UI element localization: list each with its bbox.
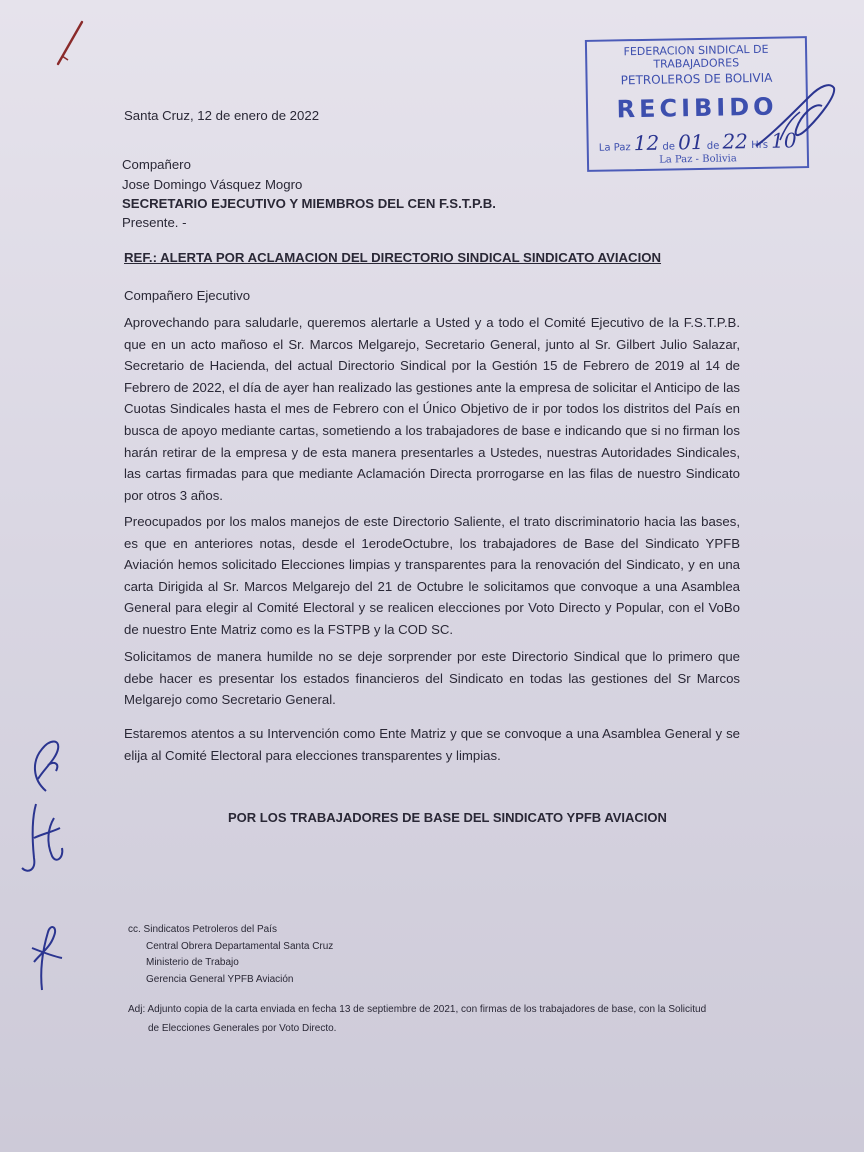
stamp-received-label: RECIBIDO xyxy=(616,92,778,124)
stamp-hrs-label: Hrs xyxy=(751,139,769,152)
paragraph-1: Aprovechando para saludarle, queremos alertarle a Usted y a todo el Comité Ejecutivo de la F.S.T.P.B. que en un acto mañoso el Sr. Marcos Melgarejo, Secretario General, junto al Sr. Gilbert Julio Salazar, Secretario de Hacienda, del actual Directorio Sindical por la Gestión 15 de Febrero de 2019 al 14 de Febrero de 2022, el día de ayer han realizado las gestiones ante la empresa de solicitar el Anticipo de las Cuotas Sindicales hasta el mes de Febrero con el Único Objetivo de ir por todos los distritos del País en busca de apoyo mediante cartas, sometiendo a los trabajadores de base e indicando que si no firman los harán retirar de la empresa y de esta manera presentarles a Ustedes, nuestras Autoridades Sindicales, las cartas firmadas para que mediante Aclamación Directa prorrogarse en las filas de nuestro Sindicato por otros 3 años. xyxy=(124,315,740,503)
cc-block xyxy=(128,922,333,988)
cc-item: Gerencia General YPFB Aviación xyxy=(146,973,294,985)
stamp-date-prefix: La Paz xyxy=(598,142,631,154)
stamp-city: La Paz - Bolivia xyxy=(659,153,737,166)
cc-item: Ministerio de Trabajo xyxy=(146,957,239,969)
margin-signature-3 xyxy=(22,918,66,994)
paragraph-4: Estaremos atentos a su Intervención como Ente Matriz y que se convoque a una Asamblea General y se elija al Comité Electoral para elecciones transparentes y limpias. xyxy=(124,726,740,763)
recipient-name: Jose Domingo Vásquez Mogro xyxy=(122,177,303,192)
cc-label: cc. Sindicatos Petroleros del País xyxy=(128,924,277,935)
greeting: Compañero Ejecutivo xyxy=(124,288,251,303)
stamp-de-2: de xyxy=(706,140,720,152)
margin-signature-2 xyxy=(14,798,70,878)
paragraph-3: Solicitamos de manera humilde no se deje sorprender por este Directorio Sindical que lo primero que debe hacer es presentar los estados financieros del Sindicato en todas las gestiones del Sr Marcos Melgarejo como Secretario General. xyxy=(124,649,740,708)
recipient-salutation: Compañero xyxy=(122,157,191,172)
cc-item: Central Obrera Departamental Santa Cruz xyxy=(146,940,334,952)
stamp-day: 12 xyxy=(633,130,660,156)
recipient-presente: Presente. - xyxy=(122,215,187,230)
recipient-title: SECRETARIO EJECUTIVO Y MIEMBROS DEL CEN F.S.T.P.B. xyxy=(122,196,496,211)
margin-signature-1 xyxy=(26,735,66,795)
stamp-year: 22 xyxy=(722,129,749,154)
attachment-line-2: de Elecciones Generales por Voto Directo. xyxy=(148,1023,337,1034)
stamp-de-1: de xyxy=(662,141,676,153)
stamp-month: 01 xyxy=(677,129,704,155)
paragraph-2: Preocupados por los malos manejos de este Directorio Saliente, el trato discriminatorio hacia las bases, es que en anteriores notas, desde el 1erodeOctubre, los trabajadores de Base del Sindicato YPFB Aviación hemos solicitado Elecciones limpias y transparentes para la renovación del Sindicato, y en una carta Dirigida al Sr. Marcos Melgarejo del 21 de Octubre le solicitamos que convoque a una Asamblea General para elegir al Comité Electoral y se realicen elecciones por Voto Directo y Popular, con el VoBo de nuestro Ente Matriz como es la FSTPB y la COD SC. xyxy=(124,514,740,637)
stamp-federation-name: FEDERACION SINDICAL DE TRABAJADORES xyxy=(623,42,769,71)
place-date: Santa Cruz, 12 de enero de 2022 xyxy=(124,108,320,123)
stamp-federation-subname: PETROLEROS DE BOLIVIA xyxy=(620,70,773,88)
reference-line: REF.: ALERTA POR ACLAMACION DEL DIRECTORIO SINDICAL SINDICATO AVIACION xyxy=(124,250,662,265)
attachment-note xyxy=(128,1000,768,1038)
pen-mark xyxy=(52,18,92,68)
stamp-hrs: 10 xyxy=(770,128,797,153)
stamp-initials-signature xyxy=(750,76,840,156)
signature-line: POR LOS TRABAJADORES DE BASE DEL SINDICATO YPFB AVIACION xyxy=(228,810,667,825)
attachment-line-1: Adj: Adjunto copia de la carta enviada en fecha 13 de septiembre de 2021, con firmas de los trabajadores de base, con la Solicitud xyxy=(128,1004,707,1015)
